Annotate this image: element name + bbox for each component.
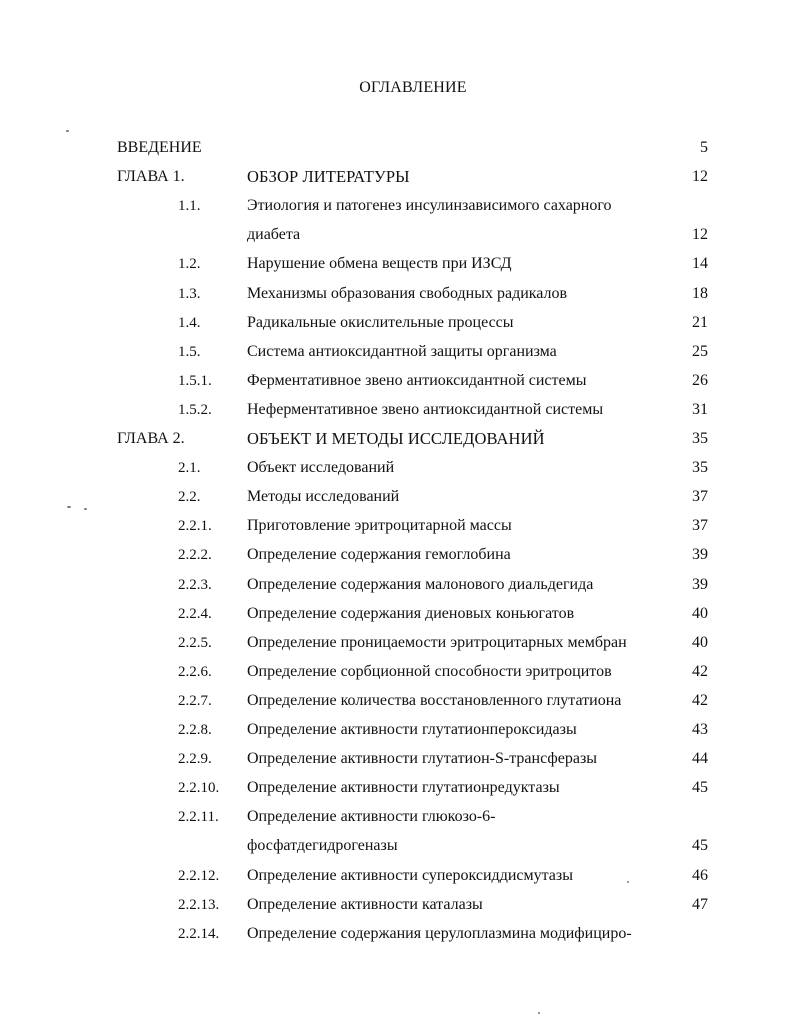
toc-title: ОГЛАВЛЕНИЕ <box>359 79 467 96</box>
toc-entry-title: фосфатдегидрогеназы <box>247 837 398 854</box>
toc-number: 2.2.8. <box>178 722 212 738</box>
toc-page-number: 31 <box>692 401 708 418</box>
toc-entry-title: Определение активности глутатионпероксидазы <box>247 721 577 738</box>
toc-page-number: 46 <box>692 867 708 884</box>
toc-number: 2.2.5. <box>178 635 212 651</box>
toc-number: 2.2.7. <box>178 693 212 709</box>
toc-number: ГЛАВА 2. <box>117 430 185 447</box>
toc-entry-title: Радикальные окислительные процессы <box>247 314 514 331</box>
toc-entry-title: Неферментативное звено антиоксидантной системы <box>247 401 604 418</box>
scan-speck <box>627 881 629 883</box>
toc-number: 1.3. <box>178 286 201 302</box>
toc-row <box>0 369 796 393</box>
toc-entry-title: Методы исследований <box>247 488 400 505</box>
toc-entry-title: Определение активности каталазы <box>247 896 483 913</box>
toc-number: 2.2.10. <box>178 780 220 796</box>
toc-row <box>0 573 796 597</box>
toc-page-number: 47 <box>692 896 708 913</box>
toc-entry-title: Определение активности глутатионредуктазы <box>247 779 560 796</box>
toc-row <box>0 805 796 829</box>
toc-row <box>0 340 796 364</box>
toc-number: 1.4. <box>178 315 201 331</box>
toc-row <box>0 514 796 538</box>
toc-page-number: 45 <box>692 779 708 796</box>
toc-entry-title: диабета <box>247 226 301 243</box>
toc-entry-title: ОБЪЕКТ И МЕТОДЫ ИССЛЕДОВАНИЙ <box>247 429 545 448</box>
toc-row <box>0 282 796 306</box>
toc-row <box>0 718 796 742</box>
toc-entry-title: ОБЗОР ЛИТЕРАТУРЫ <box>247 167 410 186</box>
toc-number: ВВЕДЕНИЕ <box>117 139 202 156</box>
toc-entry-title: Система антиоксидантной защиты организма <box>247 343 557 360</box>
toc-entry-title: Определение проницаемости эритроцитарных мембран <box>247 634 627 651</box>
toc-entry-title: Определение активности супероксиддисмутазы <box>247 867 573 884</box>
toc-number: 1.5.1. <box>178 373 212 389</box>
toc-page-number: 26 <box>692 372 708 389</box>
toc-page-number: 43 <box>692 721 708 738</box>
toc-number: 1.2. <box>178 256 201 272</box>
toc-entry-title: Механизмы образования свободных радикалов <box>247 285 568 302</box>
toc-entry-title: Определение активности глутатион-S-трансферазы <box>247 750 598 767</box>
scan-speck <box>66 130 69 132</box>
toc-row <box>0 252 796 276</box>
toc-row <box>0 456 796 480</box>
toc-entry-title: Определение содержания диеновых коньюгатов <box>247 605 575 622</box>
toc-row <box>0 427 796 451</box>
toc-row <box>0 893 796 917</box>
toc-number: 2.2.12. <box>178 868 220 884</box>
toc-page-number: 12 <box>692 226 708 243</box>
toc-page-number: 5 <box>700 139 708 156</box>
toc-row <box>0 485 796 509</box>
toc-row <box>0 602 796 626</box>
toc-page-number: 21 <box>692 314 708 331</box>
toc-entry-title: Определение активности глюкозо-6- <box>247 808 496 825</box>
scan-speck <box>67 506 71 508</box>
toc-number: 2.2. <box>178 489 201 505</box>
toc-page-number: 40 <box>692 605 708 622</box>
toc-page-number: 44 <box>692 750 708 767</box>
toc-row <box>0 834 796 858</box>
toc-number: 2.2.13. <box>178 897 220 913</box>
toc-number: 2.2.4. <box>178 606 212 622</box>
toc-entry-title: Определение количества восстановленного глутатиона <box>247 692 622 709</box>
toc-entry-title: Определение содержания церулоплазмина модифициро- <box>247 925 632 942</box>
toc-page-number: 42 <box>692 692 708 709</box>
toc-number: 2.2.14. <box>178 926 220 942</box>
toc-row <box>0 223 796 247</box>
toc-row <box>0 165 796 189</box>
toc-page-number: 37 <box>692 517 708 534</box>
toc-row <box>0 747 796 771</box>
toc-page-number: 12 <box>692 168 708 185</box>
toc-row <box>0 689 796 713</box>
toc-page-number: 39 <box>692 576 708 593</box>
toc-entry-title: Нарушение обмена веществ при ИЗСД <box>247 255 512 272</box>
toc-number: 2.2.1. <box>178 518 212 534</box>
toc-row <box>0 398 796 422</box>
toc-number: 1.5.2. <box>178 402 212 418</box>
toc-entry-title: Определение сорбционной способности эритроцитов <box>247 663 612 680</box>
toc-number: 1.5. <box>178 344 201 360</box>
toc-page-number: 35 <box>692 430 708 447</box>
toc-number: 2.2.3. <box>178 577 212 593</box>
toc-row <box>0 660 796 684</box>
toc-page-number: 37 <box>692 488 708 505</box>
toc-entry-title: Этиология и патогенез инсулинзависимого сахарного <box>247 197 612 214</box>
toc-row <box>0 311 796 335</box>
toc-entry-title: Определение содержания малонового диальдегида <box>247 576 594 593</box>
toc-page-number: 18 <box>692 285 708 302</box>
toc-page-number: 40 <box>692 634 708 651</box>
toc-page-number: 14 <box>692 255 708 272</box>
toc-entry-title: Определение содержания гемоглобина <box>247 546 511 563</box>
toc-page-number: 42 <box>692 663 708 680</box>
toc-entry-title: Ферментативное звено антиоксидантной системы <box>247 372 587 389</box>
toc-entry-title: Приготовление эритроцитарной массы <box>247 517 512 534</box>
toc-row <box>0 864 796 888</box>
toc-row <box>0 922 796 946</box>
toc-row <box>0 136 796 160</box>
toc-number: 2.2.6. <box>178 664 212 680</box>
toc-number: 2.2.9. <box>178 751 212 767</box>
toc-number: 1.1. <box>178 198 201 214</box>
toc-row <box>0 543 796 567</box>
toc-row <box>0 194 796 218</box>
toc-number: 2.2.11. <box>178 809 219 825</box>
toc-row <box>0 776 796 800</box>
scan-speck <box>538 1012 540 1014</box>
toc-page-number: 25 <box>692 343 708 360</box>
toc-number: ГЛАВА 1. <box>117 168 185 185</box>
toc-number: 2.1. <box>178 460 201 476</box>
toc-entry-title: Объект исследований <box>247 459 395 476</box>
toc-page-number: 39 <box>692 546 708 563</box>
toc-page-number: 35 <box>692 459 708 476</box>
toc-number: 2.2.2. <box>178 547 212 563</box>
toc-page-number: 45 <box>692 837 708 854</box>
toc-row <box>0 631 796 655</box>
scan-speck <box>84 508 87 510</box>
